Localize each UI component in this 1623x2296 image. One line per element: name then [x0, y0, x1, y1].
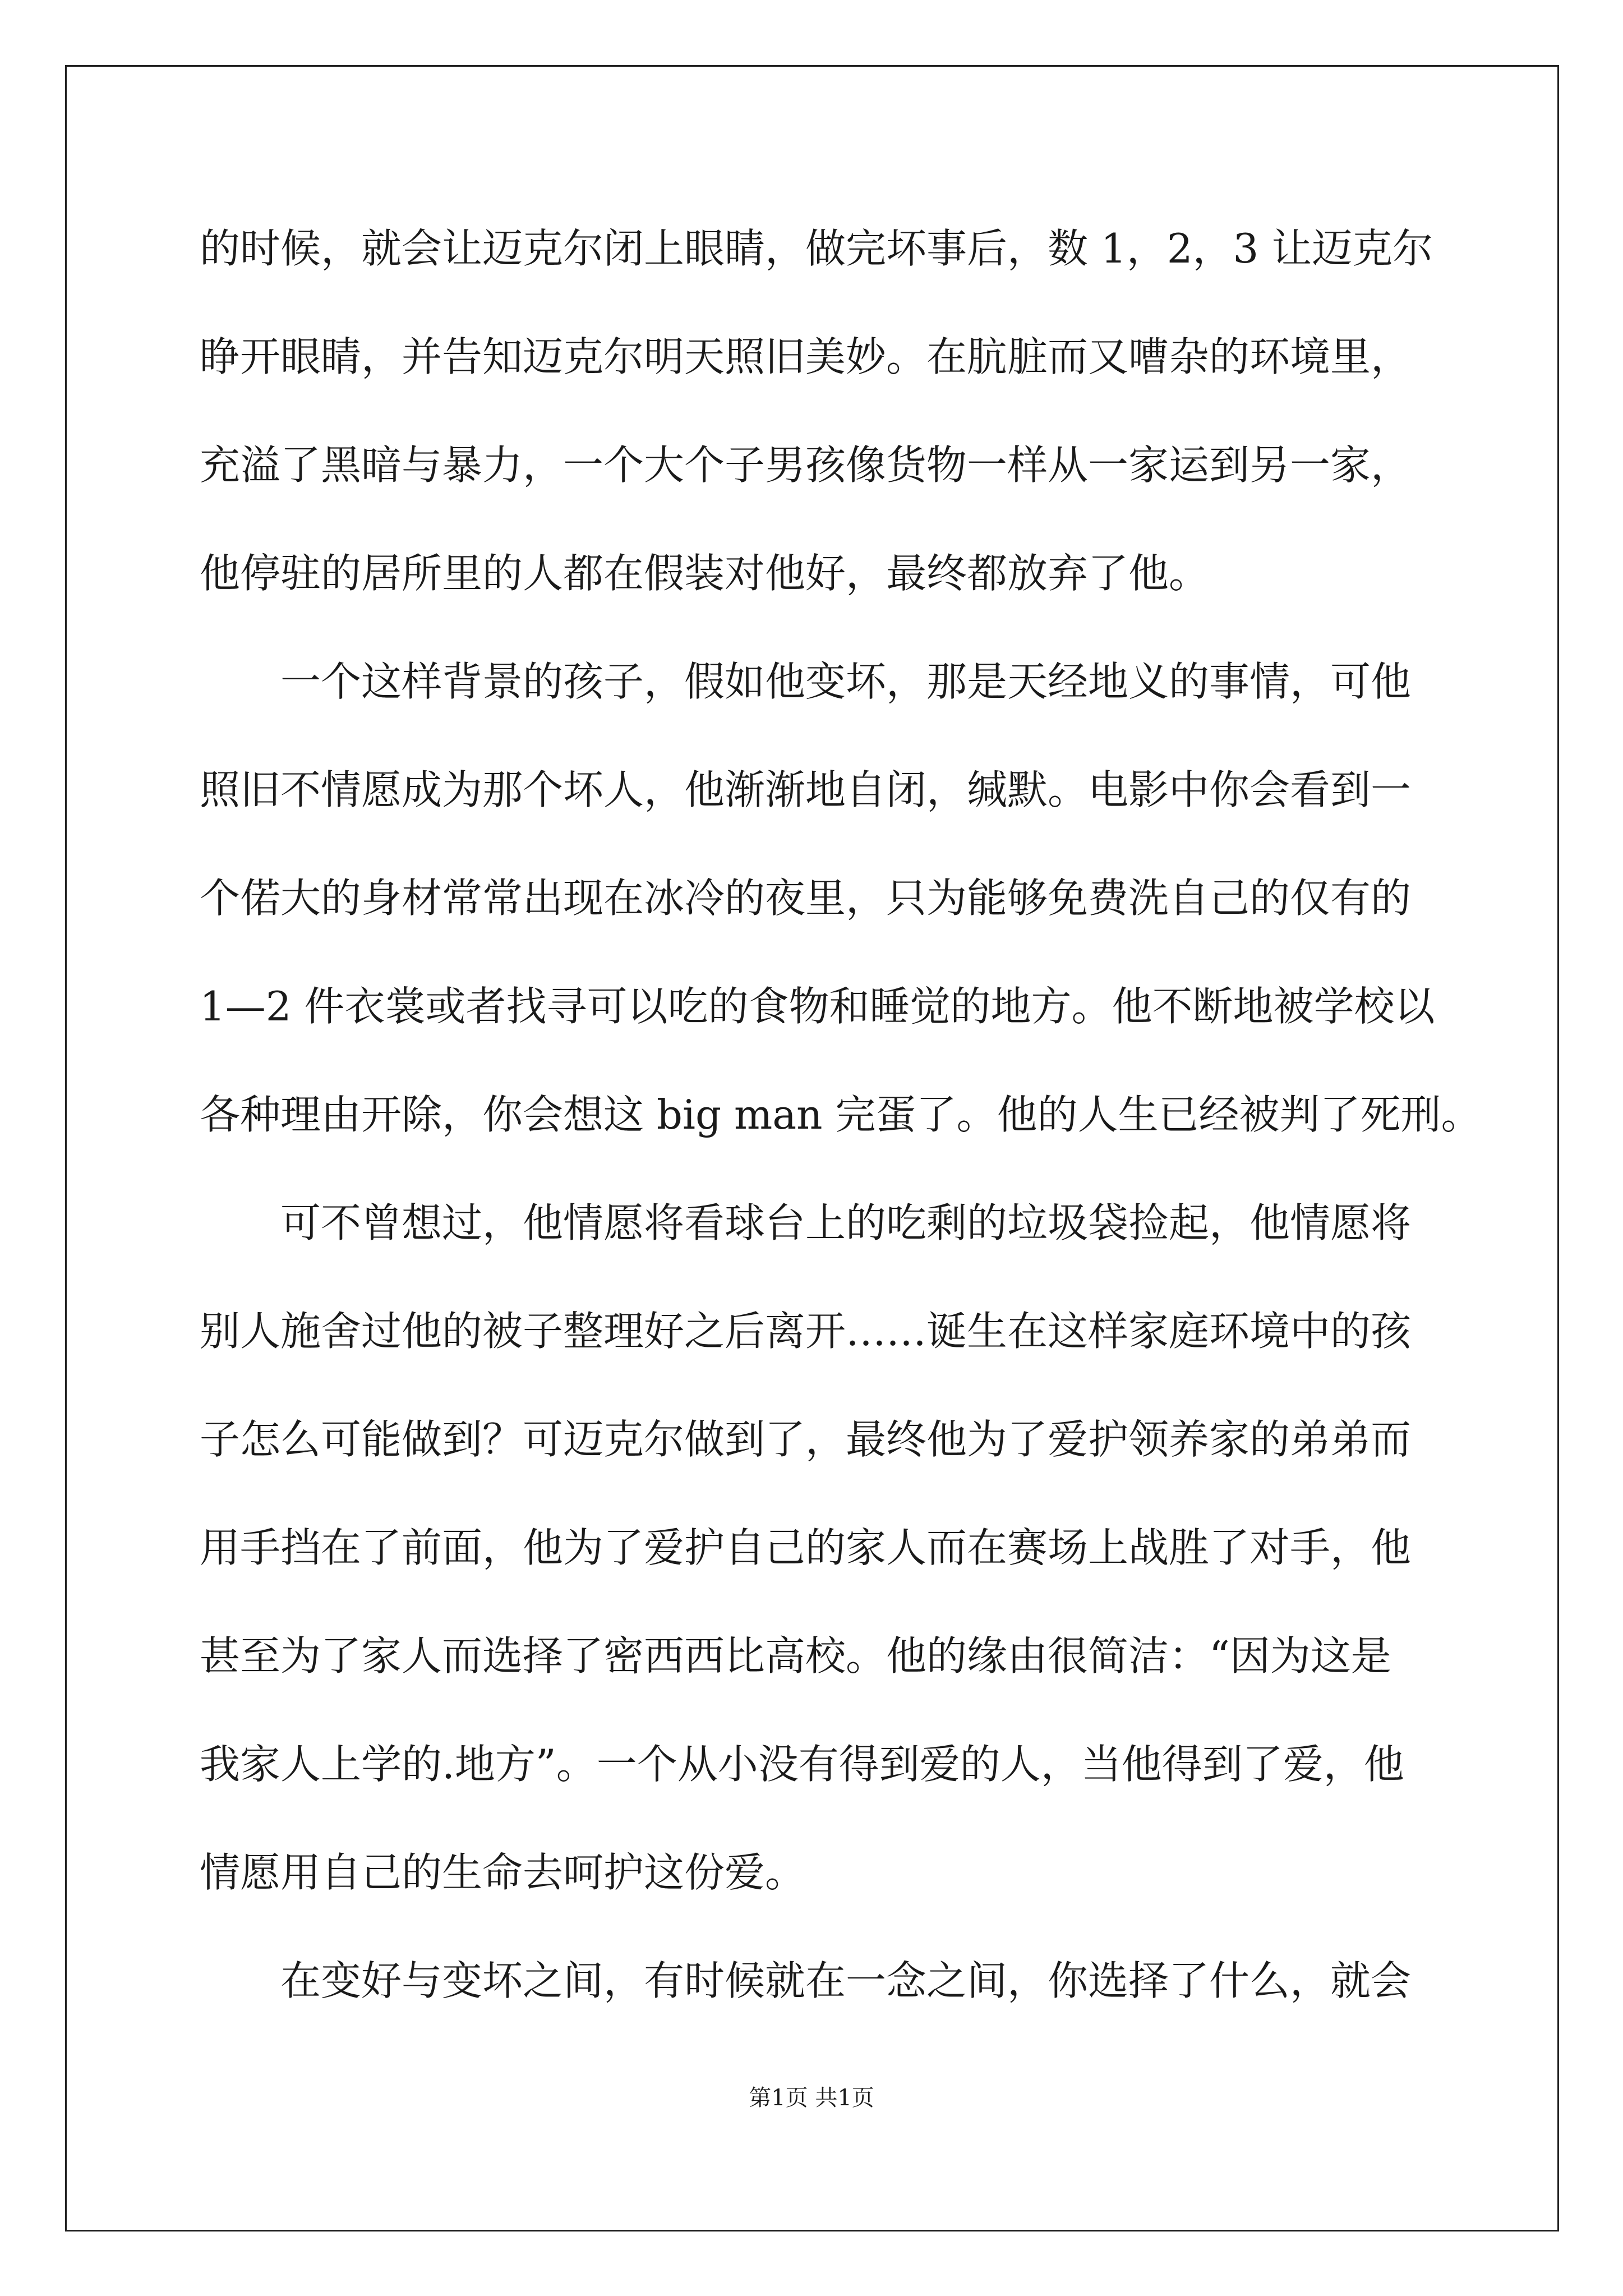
- text-line: 照旧不情愿成为那个坏人，他渐渐地自闭，缄默。电影中你会看到一: [200, 766, 1412, 813]
- text-line: 睁开眼睛，并告知迈克尔明天照旧美妙。在肮脏而又嘈杂的环境里，: [200, 333, 1412, 380]
- text-line: 情愿用自己的生命去呵护这份爱。: [200, 1849, 806, 1896]
- text-line: 的时候，就会让迈克尔闭上眼睛，做完坏事后，数 1，2，3 让迈克尔: [200, 225, 1433, 272]
- paragraph-start-line: 一个这样背景的孩子，假如他变坏，那是天经地义的事情，可他: [280, 658, 1412, 705]
- text-line: 别人施舍过他的被子整理好之后离开……诞生在这样家庭环境中的孩: [200, 1308, 1412, 1355]
- text-line: 子怎么可能做到？可迈克尔做到了，最终他为了爱护领养家的弟弟而: [200, 1416, 1412, 1463]
- page-number-footer: 第1页 共1页: [749, 2085, 874, 2111]
- text-line: 我家人上学的.地方”。一个从小没有得到爱的人，当他得到了爱，他: [200, 1741, 1404, 1788]
- text-line: 甚至为了家人而选择了密西西比高校。他的缘由很简洁：“因为这是: [200, 1632, 1391, 1680]
- text-line: 各种理由开除，你会想这 big man 完蛋了。他的人生已经被判了死刑。: [200, 1091, 1482, 1138]
- text-line: 用手挡在了前面，他为了爱护自己的家人而在赛场上战胜了对手，他: [200, 1524, 1412, 1571]
- text-line: 个偌大的身材常常出现在冰冷的夜里，只为能够免费洗自己的仅有的: [200, 875, 1412, 922]
- paragraph-start-line: 在变好与变坏之间，有时候就在一念之间，你选择了什么，就会: [280, 1957, 1412, 2004]
- text-line: 充溢了黑暗与暴力，一个大个子男孩像货物一样从一家运到另一家，: [200, 441, 1412, 489]
- text-line: 1—2 件衣裳或者找寻可以吃的食物和睡觉的地方。他不断地被学校以: [200, 983, 1435, 1030]
- paragraph-start-line: 可不曾想过，他情愿将看球台上的吃剩的垃圾袋捡起，他情愿将: [280, 1199, 1412, 1246]
- page-border: [65, 65, 1559, 2231]
- text-line: 他停驻的居所里的人都在假装对他好，最终都放弃了他。: [200, 550, 1210, 597]
